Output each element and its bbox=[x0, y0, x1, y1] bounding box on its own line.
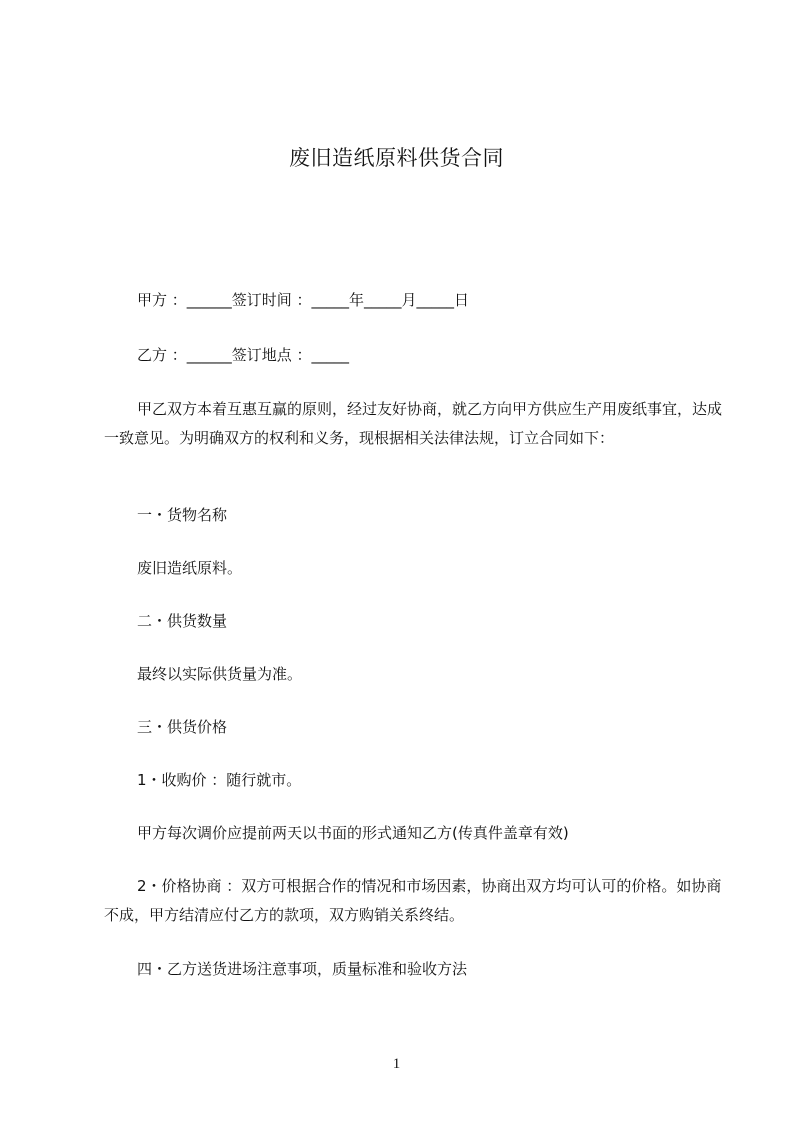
section4-heading: 四・乙方送货进场注意事项，质量标准和验收方法 bbox=[137, 960, 468, 978]
party-a-line: 甲方 ：______签订时间 ：_____年_____月_____日 bbox=[137, 291, 470, 309]
section2-body: 最终以实际供货量为准。 bbox=[137, 665, 303, 683]
section3-item2: 2・价格协商 ：双方可根据合作的情况和市场因素，协商出双方均可认可的价格。如协商不成，甲方结清应付乙方的款项，双方购销关系终结。 bbox=[104, 877, 722, 924]
page-number: 1 bbox=[392, 1056, 401, 1072]
section3-heading: 三・供货价格 bbox=[137, 718, 228, 736]
section1-heading: 一・货物名称 bbox=[137, 506, 228, 524]
section3-item1: 1・收购价 ：随行就市。 bbox=[137, 771, 302, 789]
section3-item1-note: 甲方每次调价应提前两天以书面的形式通知乙方(传真件盖章有效) bbox=[137, 824, 569, 842]
section1-body: 废旧造纸原料。 bbox=[137, 559, 243, 577]
section2-heading: 二・供货数量 bbox=[137, 612, 228, 630]
party-b-line: 乙方 ：______签订地点 ：_____ bbox=[137, 346, 350, 364]
intro-paragraph: 甲乙双方本着互惠互赢的原则，经过友好协商，就乙方向甲方供应生产用废纸事宜，达成一致意见。为明确双方的权利和义务，现根据相关法律法规，订立合同如下： bbox=[104, 400, 723, 447]
document-title: 废旧造纸原料供货合同 bbox=[289, 146, 504, 170]
